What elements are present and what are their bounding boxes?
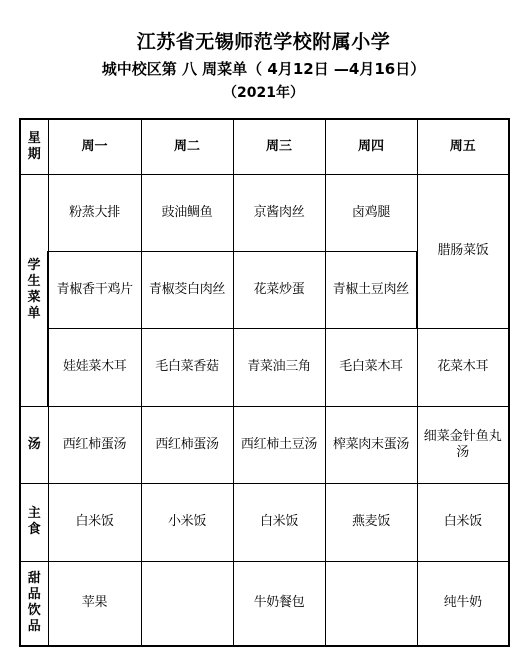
dessert-row xyxy=(20,561,509,646)
soup-label: 汤 xyxy=(20,406,48,483)
dessert-cell: 牛奶餐包 xyxy=(233,561,325,646)
menu-cell: 粉蒸大排 xyxy=(48,174,141,251)
day-header-thu: 周四 xyxy=(325,119,417,174)
day-header-wed: 周三 xyxy=(233,119,325,174)
day-header-fri: 周五 xyxy=(417,119,509,174)
student-menu-row-1 xyxy=(20,174,509,251)
student-menu-label: 学 生 菜 单 xyxy=(20,174,48,406)
dessert-label: 甜 品 饮 品 xyxy=(20,561,48,646)
menu-cell: 豉油鲷鱼 xyxy=(141,174,233,251)
menu-year: （2021年） xyxy=(223,85,304,101)
staple-cell: 白米饭 xyxy=(417,483,509,561)
staple-cell: 白米饭 xyxy=(48,483,141,561)
staple-label: 主 食 xyxy=(20,483,48,561)
soup-cell: 西红柿蛋汤 xyxy=(48,406,141,483)
staple-row xyxy=(20,483,509,561)
day-header-mon: 周一 xyxy=(48,119,141,174)
menu-cell: 青菜油三角 xyxy=(233,328,325,406)
student-menu-row-3 xyxy=(20,328,509,406)
menu-cell: 毛白菜香菇 xyxy=(141,328,233,406)
dessert-cell: 苹果 xyxy=(48,561,141,646)
menu-cell: 青椒香干鸡片 xyxy=(48,251,141,328)
friday-main-dish: 腊肠菜饭 xyxy=(417,174,509,328)
staple-cell: 小米饭 xyxy=(141,483,233,561)
menu-cell: 花菜炒蛋 xyxy=(233,251,325,328)
school-title: 江苏省无锡师范学校附属小学 xyxy=(136,31,391,53)
day-header-tue: 周二 xyxy=(141,119,233,174)
menu-cell: 卤鸡腿 xyxy=(325,174,417,251)
soup-cell: 榨菜肉末蛋汤 xyxy=(325,406,417,483)
staple-cell: 燕麦饭 xyxy=(325,483,417,561)
menu-cell: 娃娃菜木耳 xyxy=(48,328,141,406)
weekly-menu-table xyxy=(19,118,510,647)
menu-cell: 青椒土豆肉丝 xyxy=(325,251,417,328)
menu-cell: 毛白菜木耳 xyxy=(325,328,417,406)
soup-row xyxy=(20,406,509,483)
dessert-cell xyxy=(325,561,417,646)
menu-cell: 京酱肉丝 xyxy=(233,174,325,251)
dessert-cell: 纯牛奶 xyxy=(417,561,509,646)
menu-cell: 花菜木耳 xyxy=(417,328,509,406)
soup-cell: 细菜金针鱼丸汤 xyxy=(417,406,509,483)
dessert-cell xyxy=(141,561,233,646)
staple-cell: 白米饭 xyxy=(233,483,325,561)
menu-subtitle: 城中校区第 八 周菜单（ 4月12日 —4月16日） xyxy=(101,60,426,78)
soup-cell: 西红柿蛋汤 xyxy=(141,406,233,483)
menu-cell: 青椒茭白肉丝 xyxy=(141,251,233,328)
soup-cell: 西红柿土豆汤 xyxy=(233,406,325,483)
weekday-corner-label: 星 期 xyxy=(20,119,48,174)
day-header-row xyxy=(20,119,509,174)
